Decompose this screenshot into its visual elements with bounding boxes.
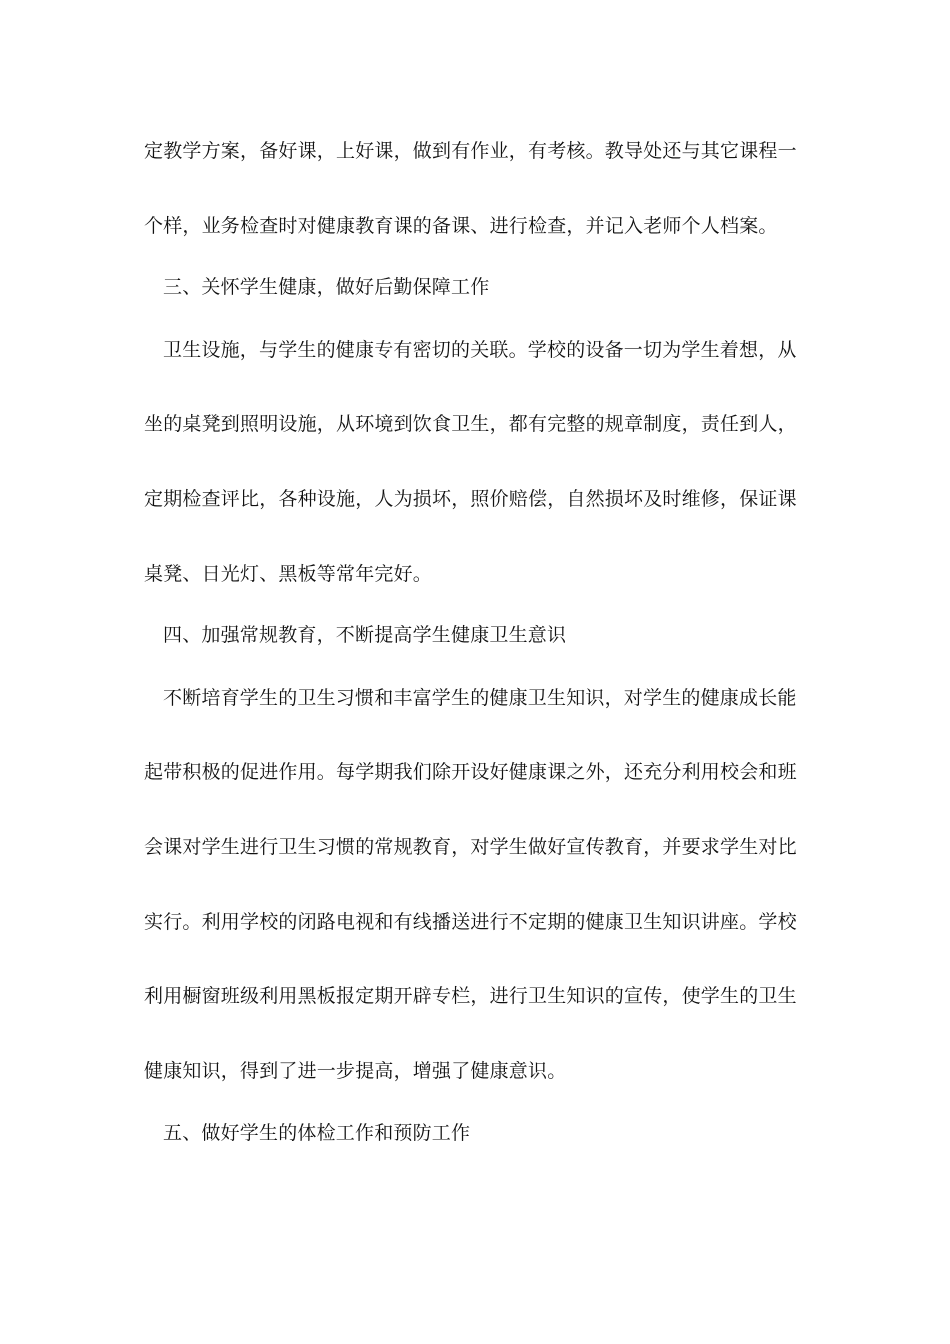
paragraph-line: 桌凳、日光灯、黑板等常年完好。 xyxy=(144,563,433,585)
paragraph-line: 坐的桌凳到照明设施，从环境到饮食卫生，都有完整的规章制度，责任到人， xyxy=(144,413,797,435)
paragraph-line: 定期检查评比，各种设施，人为损坏，照价赔偿，自然损坏及时维修，保证课 xyxy=(144,488,797,510)
section-heading: 四、加强常规教育，不断提高学生健康卫生意识 xyxy=(163,624,567,646)
section-heading: 三、关怀学生健康，做好后勤保障工作 xyxy=(163,276,490,298)
section-heading: 五、做好学生的体检工作和预防工作 xyxy=(163,1122,471,1144)
paragraph-line: 定教学方案，备好课，上好课，做到有作业，有考核。教导处还与其它课程一 xyxy=(144,140,797,162)
paragraph-line: 起带积极的促进作用。每学期我们除开设好健康课之外，还充分利用校会和班 xyxy=(144,761,797,783)
paragraph-line: 个样，业务检查时对健康教育课的备课、进行检查，并记入老师个人档案。 xyxy=(144,215,778,237)
paragraph-line: 卫生设施，与学生的健康专有密切的关联。学校的设备一切为学生着想，从 xyxy=(163,339,797,361)
paragraph-line: 实行。利用学校的闭路电视和有线播送进行不定期的健康卫生知识讲座。学校 xyxy=(144,911,797,933)
paragraph-line: 利用橱窗班级利用黑板报定期开辟专栏，进行卫生知识的宣传，使学生的卫生 xyxy=(144,985,797,1007)
paragraph-line: 会课对学生进行卫生习惯的常规教育，对学生做好宣传教育，并要求学生对比 xyxy=(144,836,797,858)
paragraph-line: 健康知识，得到了进一步提高，增强了健康意识。 xyxy=(144,1060,567,1082)
paragraph-line: 不断培育学生的卫生习惯和丰富学生的健康卫生知识，对学生的健康成长能 xyxy=(163,687,797,709)
